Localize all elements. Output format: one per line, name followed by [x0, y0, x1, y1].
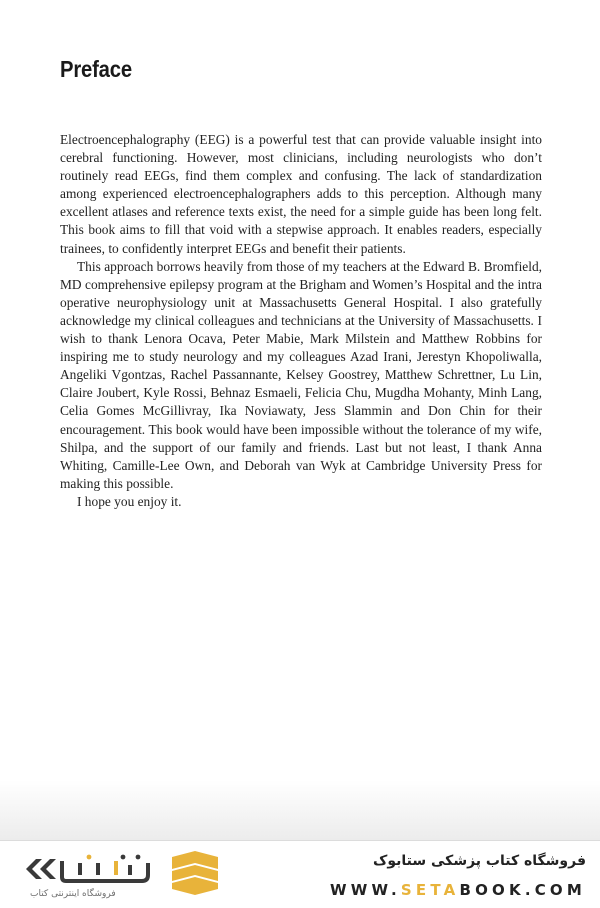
url-accent: SETA [400, 881, 460, 899]
url-prefix: WWW. [330, 881, 401, 899]
store-url[interactable] [330, 881, 586, 899]
preface-body [60, 131, 542, 511]
url-suffix: BOOK.COM [459, 881, 586, 899]
page-shadow [0, 780, 600, 840]
paragraph-2: This approach borrows heavily from those of my teachers at the Edward B. Bromfield, MD comprehensive epilepsy program at the Brigham and Women’s Hospital and the intra operative neurophysiology unit at Massachusetts General Hospital. I also gratefully acknowledge my clinical colleagues and technicians at the University of Massachusetts. I wish to thank Lenora Ocava, Peter Mabie, Mark Milstein and Matthew Robbins for inspiring me to study neurology and my colleagues Azad Irani, Jerestyn Khopoliwalla, Angeliki Vgontzas, Rachel Passannante, Kelsey Goostrey, Matthew Schrettner, Lu Lin, Claire Joubert, Kyle Rossi, Behnaz Esmaeli, Felicia Chu, Mugdha Mohanty, Minh Lang, Celia Gomes McGillivray, Ika Noviawaty, Jess Slammin and Don Chin for their encouragement. This book would have been impossible without the tolerance of my wife, Shilpa, and the support of our family and friends. Last but not least, I thank Anna Whiting, Camille-Lee Own, and Deborah van Wyk at Cambridge University Press for making this possible. [60, 258, 542, 491]
page-title: Preface [60, 56, 132, 82]
store-name: فروشگاه کتاب پزشکی ستابوک [373, 853, 586, 869]
paragraph-3: I hope you enjoy it. [77, 493, 182, 509]
paragraph-1: Electroencephalography (EEG) is a powerful test that can provide valuable insight into cerebral functioning. However, most clinicians, including neurologists who don’t routinely read EEGs, find them complex and confusing. The lack of standardization among experienced electroencephalographers adds to this perception. Although many excellent atlases and reference texts exist, the need for a simple guide has been long felt. This book aims to fill that void with a stepwise approach. It enables readers, especially trainees, to confidently interpret EEGs and benefit their patients. [60, 132, 542, 256]
logo-subtitle: فروشگاه اینترنتی کتاب [30, 889, 116, 899]
setabook-logo-mark [22, 851, 172, 887]
book-shield-icon [168, 849, 222, 897]
watermark-footer [0, 840, 600, 908]
